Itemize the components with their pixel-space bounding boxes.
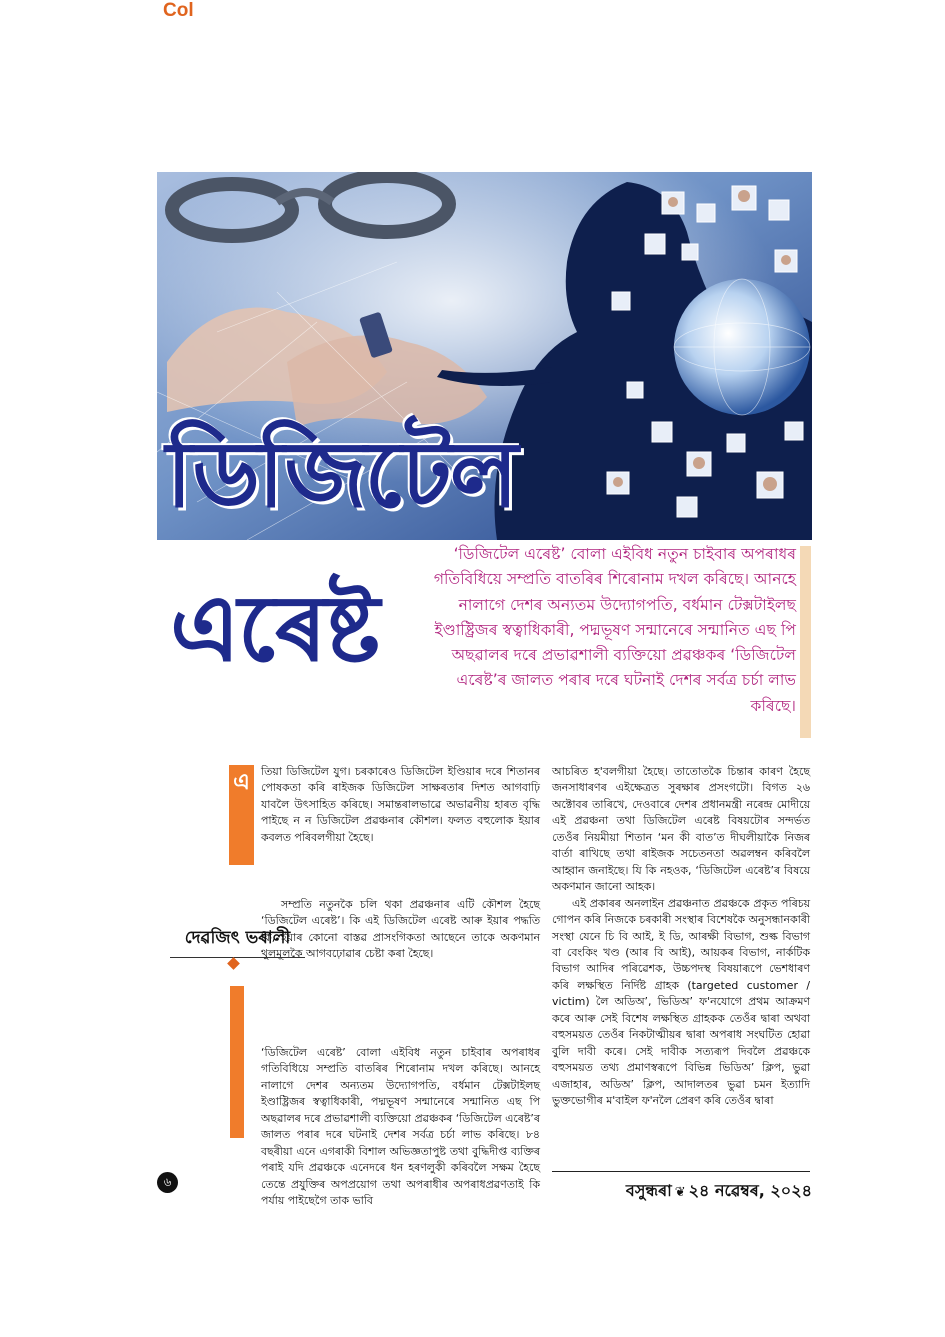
col2-para2-text: এই প্ৰকাৰৰ অনলাইন প্ৰৱঞ্চনাত প্ৰৱঞ্চকে প্ৰকৃত পৰিচয় গোপন কৰি নিজকে চৰকাৰী সংস্থাৰ বিশেষকৈ অনুসন্ধানকাৰী সংস্থা যেনে চি বি আই, ই ডি, আৰক্ষী বিভাগ, শুল্ক বিভাগ বা বেংকিং খণ্ড (আৰ বি আই), আয়কৰ বিভাগ, নাৰ্কটিক বিভাগ আদিৰ পৰিৱেশক, উচ্চপদস্থ বিষয়াৰূপে ভেশধাৰণ কৰি লক্ষস্থিত নিৰ্দিষ্ট গ্ৰাহক (targeted customer / victim) লৈ অডিঅ’, ভিডিঅ’ ফ'নযোগে প্ৰথম আক্ৰমণ কৰে আৰু সেই বিশেষ লক্ষস্থিত গ্ৰাহকক তেওঁৰ দ্বাৰা অথবা বহুসময়ত তেওঁৰ নিকটাত্মীয়ৰ দ্বাৰা অপৰাধ সংঘটিত হোৱা বুলি দাবী কৰে। সেই দাবীক সত্যৰূপ দিবলৈ প্ৰৱঞ্চকে বহুসময়ত তথ্য প্ৰমাণস্বৰূপে বিভিন্ন ভিডিঅ’ ক্লিপ, ভুৱা এজাহাৰ, অডিঅ’ ক্লিপ, আদালতৰ ভুৱা চমন ইত্যাদি ভুক্তভোগীৰ ম'বাইল ফ'নলৈ প্ৰেৰণ কৰি তেওঁৰ দ্বাৰা [552,896,810,1108]
headline-line-2: এৰেষ্ট [170,575,378,682]
dropcap [229,765,254,865]
corner-label: Col [163,0,194,21]
issue-date: ২৪ নৱেম্বৰ, ২০২৪ [688,1181,812,1200]
footer-rule [552,1171,810,1172]
intro-accent-bar [800,546,811,738]
col1-para2-text: সম্প্ৰতি নতুনকৈ চলি থকা প্ৰৱঞ্চনাৰ এটি কৌশল হৈছে ‘ডিজিটেল এৰেষ্ট’। কি এই ডিজিটেল এৰেষ্ট আৰু ইয়াৰ পদ্ধতি কি, ইয়াৰ কোনো বাস্তৱ প্ৰাসংগিকতা আছেনে তাকে অকণমান থুলমূলকৈ আগবঢ়োৱাৰ চেষ্টা কৰা হৈছে। [261,898,540,961]
byline: দেৱজিৎ ভৰালী [170,925,305,958]
byline-accent-bar [230,986,244,1138]
footer [580,1178,812,1205]
column-1-paragraph-1 [261,764,540,846]
headline-line-1: ডিজিটেল [166,421,517,528]
intro-paragraph: ‘ডিজিটেল এৰেষ্ট’ বোলা এইবিধ নতুন চাইবাৰ অপৰাধৰ গতিবিধিয়ে সম্প্ৰতি বাতৰিৰ শিৰোনাম দখল কৰিছে। আনহে নালাগে দেশৰ অন্যতম উদ্যোগপতি, বৰ্ধমান টেক্সটাইলছ ইণ্ডাষ্ট্ৰিজৰ স্বত্বাধিকাৰী, পদ্মভূষণ সন্মানেৰে সন্মানিত এছ পি অছৱালৰ দৰে প্ৰভাৱশালী ব্যক্তিয়ো প্ৰৱঞ্চকৰ ‘ডিজিটেল এৰেষ্ট’ৰ জালত পৰাৰ দৰে ঘটনাই দেশৰ সৰ্বত্ৰ চৰ্চা লাভ কৰিছে। [433,545,796,715]
col2-para1-text: আচৰিত হ'বলগীয়া হৈছে। তাতোতকৈ চিন্তাৰ কাৰণ হৈছে জনসাধাৰণৰ এইক্ষেত্ৰত সুৰক্ষাৰ প্ৰসংগটো। বিগত ২৬ অক্টোবৰ তাৰিখে, দেওবাৰে দেশৰ প্ৰধানমন্ত্ৰী নৰেন্দ্ৰ মোদীয়ে এই প্ৰৱঞ্চনা তথা ডিজিটেল এৰেষ্ট বিষয়টোৰ সন্দৰ্ভত তেওঁৰ নিয়মীয়া শিতান ‘মন কী বাত’ত দীঘলীয়াকৈ নিজৰ বাৰ্তা ৰাখিছে তথা ৰাইজক সচেতনতা অৱলম্বন কৰিবলৈ আহ্বান জনাইছে। যি কি নহওক, ‘ডিজিটেল এৰেষ্ট’ৰ বিষয়ে অকণমান জানো আহক। [552,765,810,894]
col1-para1-text: তিয়া ডিজিটেল যুগ। চৰকাৰেও ডিজিটেল ইণ্ডিয়াৰ দৰে শিতানৰ পোষকতা কৰি ৰাইজক ডিজিটেল সাক্ষৰতাৰ দিশত আগবাঢ়ি যাবলৈ উৎসাহিত কৰিছে। সমান্তৰালভাৱে অভাৱনীয় হাৰত বৃদ্ধি পাইছে ন ন ডিজিটেল প্ৰৱঞ্চনাৰ কৌশল। ফলত বহুলোক ইয়াৰ কবলত পৰিবলগীয়া হৈছে। [261,765,540,844]
column-2 [552,764,810,1110]
dropcap-letter: এ [233,770,250,795]
magazine-name: বসুন্ধৰা [625,1181,672,1200]
byline-diamond [227,957,240,970]
col1-para3-text: ‘ডিজিটেল এৰেষ্ট’ বোলা এইবিধ নতুন চাইবাৰ অপৰাধৰ গতিবিধিয়ে সম্প্ৰতি বাতৰিৰ শিৰোনাম দখল কৰিছে। আনহে নালাগে দেশৰ অন্যতম উদ্যোগপতি, বৰ্ধমান টেক্সটাইলছ ইণ্ডাষ্ট্ৰিজৰ স্বত্বাধিকাৰী, পদ্মভূষণ সন্মানেৰে সন্মানিত এছ পি অছৱালৰ দৰে প্ৰভাৱশালী ব্যক্তিয়ো প্ৰৱঞ্চকৰ ‘ডিজিটেল এৰেষ্ট’ৰ জালত পৰাৰ দৰে ঘটনাই দেশৰ সৰ্বত্ৰ চৰ্চা লাভ কৰিছে। ৮৪ বছৰীয়া এনে এগৰাকী বিশাল অভিজ্ঞতাপুষ্ট তথা বুদ্ধিদীপ্ত ব্যক্তিৰ পৰাই যদি প্ৰৱঞ্চকে এনেদৰে ধন হৰণলুকী কৰিবলৈ সক্ষম হৈছে তেন্তে প্ৰযুক্তিৰ অপপ্ৰয়োগ তথা অপৰাধীৰ অপৰাধপ্ৰৱণতাই কি পৰ্যায় পাইছেগৈ তাক ভাবি [261,1046,540,1208]
column-1-paragraph-3 [261,1045,540,1210]
leaf-ornament-icon: ❦ [674,1185,686,1200]
page-number: ৬ [157,1172,178,1193]
